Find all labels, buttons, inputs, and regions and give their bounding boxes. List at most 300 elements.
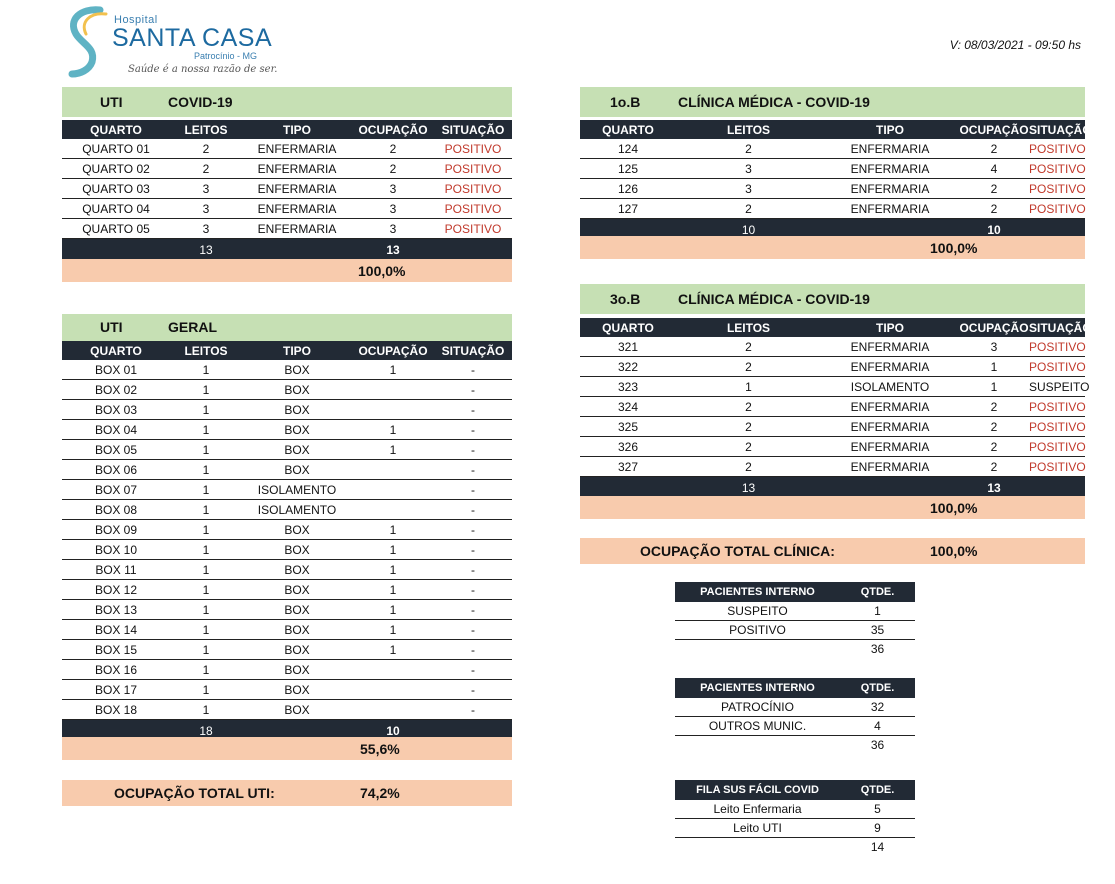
table-row	[675, 602, 915, 621]
table-cell: 3	[676, 159, 821, 179]
table-cell: 1	[352, 360, 434, 380]
table-cell: BOX	[242, 600, 352, 620]
table-cell: 2	[959, 457, 1029, 477]
sum-spacer	[675, 736, 840, 755]
column-header: LEITOS	[170, 341, 242, 360]
table-cell: -	[434, 680, 512, 700]
table-cell: POSITIVO	[1029, 199, 1085, 219]
table-cell: -	[434, 420, 512, 440]
table-cell: Leito Enfermaria	[675, 800, 840, 819]
table-cell: 2	[959, 139, 1029, 159]
table-cell: 1	[170, 380, 242, 400]
uti-geral-table	[62, 341, 512, 741]
table-cell	[352, 380, 434, 400]
sum-spacer	[675, 838, 840, 857]
table-row	[62, 179, 512, 199]
table-row	[62, 420, 512, 440]
table-header-row	[675, 780, 915, 800]
column-header: LEITOS	[676, 120, 821, 139]
pacientes-situacao-table	[675, 582, 915, 658]
table-cell	[352, 700, 434, 720]
table-cell: 325	[580, 417, 676, 437]
table-row	[675, 800, 915, 819]
table-cell: ENFERMARIA	[821, 357, 959, 377]
table-cell: POSITIVO	[1029, 437, 1085, 457]
uti-geral-title-bar	[62, 314, 512, 341]
totals-spacer	[62, 239, 170, 261]
table-row	[62, 440, 512, 460]
table-header-row	[580, 120, 1085, 139]
table-row	[62, 460, 512, 480]
table-cell: POSITIVO	[1029, 139, 1085, 159]
table-row	[62, 159, 512, 179]
table-cell: ENFERMARIA	[821, 397, 959, 417]
total-ocupacao-value: 10	[386, 723, 400, 738]
total-leitos: 13	[170, 239, 242, 261]
sum-row	[675, 838, 915, 857]
table-cell: -	[434, 520, 512, 540]
fila-sus-table	[675, 780, 915, 856]
column-header: QUARTO	[580, 318, 676, 337]
table-cell: 1	[170, 680, 242, 700]
table-cell: 1	[959, 377, 1029, 397]
table-cell: 4	[959, 159, 1029, 179]
column-header: TIPO	[242, 341, 352, 360]
ocupacao-total-uti-value: 74,2%	[360, 785, 400, 801]
table-cell: POSITIVO	[434, 179, 512, 199]
table-cell: 3	[170, 199, 242, 219]
table-cell: 127	[580, 199, 676, 219]
table-cell: 2	[170, 159, 242, 179]
table-cell	[352, 480, 434, 500]
clinica-1b-table	[580, 120, 1092, 240]
table-row	[62, 680, 512, 700]
table-cell	[352, 500, 434, 520]
table-cell: 1	[170, 600, 242, 620]
ocupacao-total-clinica-label: OCUPAÇÃO TOTAL CLÍNICA:	[640, 543, 835, 559]
table-cell: 322	[580, 357, 676, 377]
uti-geral-percent-bar	[62, 737, 512, 760]
totals-row	[580, 477, 1085, 499]
logo-brand-name: SANTA CASA	[112, 24, 273, 52]
table-row	[580, 457, 1085, 477]
table-cell: 3	[170, 219, 242, 239]
table-cell: QUARTO 03	[62, 179, 170, 199]
total-ocupacao-value: 13	[386, 242, 400, 257]
table-header-row	[62, 341, 512, 360]
table-cell: 1	[170, 580, 242, 600]
total-ocupacao	[352, 239, 434, 261]
table-row	[675, 698, 915, 717]
uti-covid-percent: 100,0%	[358, 263, 406, 279]
table-cell: 5	[840, 800, 915, 819]
logo-hospital-text: Hospital	[114, 14, 158, 26]
table-cell: BOX 10	[62, 540, 170, 560]
table-cell: 1	[170, 500, 242, 520]
table-cell: BOX	[242, 360, 352, 380]
table-cell: -	[434, 400, 512, 420]
column-header: TIPO	[821, 120, 959, 139]
table-cell: 1	[170, 420, 242, 440]
pacientes-origem-table	[675, 678, 915, 754]
table-cell: 1	[676, 377, 821, 397]
table-row	[62, 199, 512, 219]
table-row	[62, 380, 512, 400]
table-cell: -	[434, 620, 512, 640]
table-cell: 1	[170, 700, 242, 720]
sum-spacer	[675, 640, 840, 659]
table-row	[62, 480, 512, 500]
table-cell: 2	[959, 397, 1029, 417]
table-row	[62, 219, 512, 239]
table-cell: ENFERMARIA	[242, 159, 352, 179]
table-cell: -	[434, 600, 512, 620]
table-cell	[352, 680, 434, 700]
table-cell: POSITIVO	[1029, 159, 1085, 179]
table-cell: ENFERMARIA	[242, 219, 352, 239]
table-cell: BOX 09	[62, 520, 170, 540]
table-cell: 324	[580, 397, 676, 417]
table-cell: 2	[170, 139, 242, 159]
table-cell: 321	[580, 337, 676, 357]
column-header: PACIENTES INTERNO	[675, 582, 840, 602]
table-cell: 1	[170, 440, 242, 460]
uti-geral-title: GERAL	[168, 319, 217, 335]
clinica-1b-title: CLÍNICA MÉDICA - COVID-19	[678, 94, 870, 110]
table-cell: ENFERMARIA	[821, 337, 959, 357]
table-row	[675, 621, 915, 640]
clinica-1b-label: 1o.B	[610, 94, 641, 110]
table-cell: BOX 05	[62, 440, 170, 460]
column-header: OCUPAÇÃO	[352, 341, 434, 360]
table-row	[62, 560, 512, 580]
table-cell: ENFERMARIA	[821, 417, 959, 437]
table-cell: 1	[170, 640, 242, 660]
table-row	[675, 819, 915, 838]
table-cell: 326	[580, 437, 676, 457]
table-cell: POSITIVO	[1029, 457, 1085, 477]
table-cell: QUARTO 02	[62, 159, 170, 179]
table-cell: 323	[580, 377, 676, 397]
totals-spacer	[821, 477, 959, 499]
table-cell: BOX	[242, 400, 352, 420]
table-cell: 1	[170, 400, 242, 420]
table-cell: 1	[170, 620, 242, 640]
table-cell: ISOLAMENTO	[821, 377, 959, 397]
table-cell: 3	[352, 219, 434, 239]
clinica-1b-percent-bar	[580, 236, 1085, 259]
table-cell: 1	[352, 440, 434, 460]
table-cell: 2	[959, 179, 1029, 199]
table-cell: BOX	[242, 620, 352, 640]
table-cell: 4	[840, 717, 915, 736]
uti-covid-percent-bar	[62, 259, 512, 282]
table-cell: QUARTO 05	[62, 219, 170, 239]
table-row	[580, 139, 1085, 159]
ocupacao-total-clinica-bar	[580, 538, 1085, 564]
table-cell: BOX	[242, 520, 352, 540]
table-cell: 1	[170, 540, 242, 560]
table-row	[62, 620, 512, 640]
table-cell: 32	[840, 698, 915, 717]
table-cell: QUARTO 01	[62, 139, 170, 159]
table-cell: -	[434, 540, 512, 560]
column-header: QTDE.	[840, 678, 915, 698]
table-cell: 1	[170, 460, 242, 480]
column-header: OCUPAÇÃO	[959, 120, 1029, 139]
hospital-logo	[62, 4, 292, 78]
table-cell: BOX	[242, 460, 352, 480]
table-row	[580, 417, 1085, 437]
totals-spacer	[434, 239, 512, 261]
table-cell: ENFERMARIA	[242, 139, 352, 159]
sum-total: 36	[870, 642, 885, 656]
table-cell	[352, 460, 434, 480]
table-row	[62, 640, 512, 660]
table-cell: ENFERMARIA	[821, 159, 959, 179]
table-row	[580, 437, 1085, 457]
table-cell: SUSPEITO	[1029, 377, 1085, 397]
logo-city: Patrocínio - MG	[194, 51, 258, 61]
table-cell: BOX 13	[62, 600, 170, 620]
column-header: QTDE.	[840, 780, 915, 800]
sum-total: 36	[870, 738, 885, 752]
table-cell: BOX	[242, 540, 352, 560]
column-header: LEITOS	[676, 318, 821, 337]
table-header-row	[675, 582, 915, 602]
uti-covid-title: COVID-19	[168, 94, 233, 110]
table-cell: -	[434, 380, 512, 400]
totals-spacer	[1029, 477, 1085, 499]
table-cell: 2	[676, 139, 821, 159]
table-cell: POSITIVO	[434, 219, 512, 239]
table-cell: 3	[170, 179, 242, 199]
table-cell: POSITIVO	[1029, 417, 1085, 437]
table-row	[62, 540, 512, 560]
clinica-3b-title: CLÍNICA MÉDICA - COVID-19	[678, 291, 870, 307]
table-cell: 124	[580, 139, 676, 159]
table-cell: 1	[352, 600, 434, 620]
table-row	[62, 660, 512, 680]
table-cell: 1	[352, 580, 434, 600]
table-row	[580, 377, 1085, 397]
clinica-3b-title-bar	[580, 284, 1085, 314]
sum-row	[675, 736, 915, 755]
table-cell: BOX	[242, 440, 352, 460]
table-cell: -	[434, 440, 512, 460]
logo-slogan: Saúde é a nossa razão de ser.	[128, 64, 278, 75]
table-cell: 2	[959, 417, 1029, 437]
table-cell: 1	[352, 520, 434, 540]
table-row	[62, 520, 512, 540]
table-cell: POSITIVO	[434, 199, 512, 219]
table-cell: ENFERMARIA	[821, 199, 959, 219]
table-row	[62, 139, 512, 159]
table-cell: 2	[959, 437, 1029, 457]
table-cell: 2	[676, 457, 821, 477]
table-cell: BOX 06	[62, 460, 170, 480]
table-cell: BOX	[242, 660, 352, 680]
table-cell: 3	[352, 199, 434, 219]
table-cell: ENFERMARIA	[242, 179, 352, 199]
clinica-1b-title-bar	[580, 87, 1085, 117]
column-header: OCUPAÇÃO	[352, 120, 434, 139]
table-header-row	[580, 318, 1085, 337]
table-cell: 1	[170, 560, 242, 580]
table-cell: -	[434, 580, 512, 600]
table-cell: ENFERMARIA	[821, 139, 959, 159]
table-cell: 2	[959, 199, 1029, 219]
table-row	[62, 600, 512, 620]
table-cell: BOX	[242, 420, 352, 440]
totals-spacer	[242, 239, 352, 261]
table-cell: 1	[352, 540, 434, 560]
column-header: OCUPAÇÃO	[959, 318, 1029, 337]
table-cell: 1	[170, 660, 242, 680]
table-cell: PATROCÍNIO	[675, 698, 840, 717]
table-cell: 3	[959, 337, 1029, 357]
table-cell: 327	[580, 457, 676, 477]
table-cell: BOX 03	[62, 400, 170, 420]
uti-covid-title-bar	[62, 87, 512, 117]
column-header: TIPO	[242, 120, 352, 139]
table-cell: 2	[352, 159, 434, 179]
table-cell: -	[434, 360, 512, 380]
logo-swirl-icon	[62, 4, 112, 78]
table-cell: 2	[676, 417, 821, 437]
table-cell: 3	[676, 179, 821, 199]
table-row	[62, 700, 512, 720]
table-cell: BOX	[242, 560, 352, 580]
table-cell	[352, 660, 434, 680]
table-cell: 125	[580, 159, 676, 179]
ocupacao-total-clinica-value: 100,0%	[930, 543, 978, 559]
table-cell: ENFERMARIA	[821, 457, 959, 477]
table-cell: 1	[170, 480, 242, 500]
table-cell: SUSPEITO	[675, 602, 840, 621]
clinica-3b-table	[580, 318, 1092, 498]
table-cell: BOX 15	[62, 640, 170, 660]
table-cell: BOX 02	[62, 380, 170, 400]
table-cell: 2	[676, 199, 821, 219]
table-cell: 9	[840, 819, 915, 838]
table-cell: OUTROS MUNIC.	[675, 717, 840, 736]
table-cell: POSITIVO	[1029, 179, 1085, 199]
total-ocupacao	[959, 477, 1029, 499]
table-row	[580, 337, 1085, 357]
table-cell: -	[434, 500, 512, 520]
column-header: FILA SUS FÁCIL COVID	[675, 780, 840, 800]
table-cell: 1	[840, 602, 915, 621]
column-header: SITUAÇÃO	[1029, 120, 1085, 139]
uti-geral-label: UTI	[100, 319, 123, 335]
table-cell: POSITIVO	[1029, 357, 1085, 377]
table-cell: BOX 08	[62, 500, 170, 520]
ocupacao-total-uti-label: OCUPAÇÃO TOTAL UTI:	[114, 785, 275, 801]
table-cell: POSITIVO	[434, 139, 512, 159]
table-cell: BOX 12	[62, 580, 170, 600]
table-row	[62, 400, 512, 420]
table-cell: BOX	[242, 680, 352, 700]
table-cell: BOX	[242, 700, 352, 720]
table-cell: BOX 18	[62, 700, 170, 720]
table-cell: BOX 11	[62, 560, 170, 580]
table-cell: 2	[676, 397, 821, 417]
table-cell: -	[434, 700, 512, 720]
table-cell: BOX 14	[62, 620, 170, 640]
table-row	[580, 179, 1085, 199]
table-cell: 1	[959, 357, 1029, 377]
uti-geral-percent: 55,6%	[360, 741, 400, 757]
total-ocupacao-value: 13	[987, 480, 1001, 495]
column-header: SITUAÇÃO	[434, 120, 512, 139]
table-cell: -	[434, 460, 512, 480]
table-row	[580, 397, 1085, 417]
sum-total: 14	[870, 840, 885, 854]
table-cell: POSITIVO	[1029, 337, 1085, 357]
table-row	[62, 360, 512, 380]
table-cell: ENFERMARIA	[821, 179, 959, 199]
table-cell: POSITIVO	[675, 621, 840, 640]
clinica-1b-percent: 100,0%	[930, 240, 978, 256]
total-leitos: 13	[676, 477, 821, 499]
table-cell: BOX 04	[62, 420, 170, 440]
table-row	[580, 159, 1085, 179]
table-cell: ISOLAMENTO	[242, 500, 352, 520]
uti-covid-table	[62, 120, 512, 260]
column-header: QTDE.	[840, 582, 915, 602]
table-header-row	[62, 120, 512, 139]
table-cell: 1	[352, 620, 434, 640]
table-cell: BOX 16	[62, 660, 170, 680]
table-row	[580, 199, 1085, 219]
total-leitos: 10	[676, 219, 821, 241]
table-cell: 1	[352, 560, 434, 580]
ocupacao-total-uti-bar	[62, 780, 512, 806]
totals-row	[62, 239, 512, 261]
table-cell: BOX 17	[62, 680, 170, 700]
table-cell: -	[434, 660, 512, 680]
sum-row	[675, 640, 915, 659]
table-cell: POSITIVO	[1029, 397, 1085, 417]
table-cell: Leito UTI	[675, 819, 840, 838]
column-header: PACIENTES INTERNO	[675, 678, 840, 698]
table-cell: 2	[676, 337, 821, 357]
table-cell: 1	[170, 360, 242, 380]
table-cell: -	[434, 480, 512, 500]
table-cell: 1	[352, 420, 434, 440]
clinica-3b-percent-bar	[580, 496, 1085, 519]
column-header: LEITOS	[170, 120, 242, 139]
table-cell: -	[434, 640, 512, 660]
column-header: QUARTO	[580, 120, 676, 139]
table-cell: 3	[352, 179, 434, 199]
clinica-3b-label: 3o.B	[610, 291, 641, 307]
table-cell: -	[434, 560, 512, 580]
table-cell: 2	[676, 437, 821, 457]
table-cell: 1	[170, 520, 242, 540]
table-cell: BOX	[242, 380, 352, 400]
uti-covid-label: UTI	[100, 94, 123, 110]
table-cell: ISOLAMENTO	[242, 480, 352, 500]
table-cell: 126	[580, 179, 676, 199]
total-leitos: 18	[170, 720, 242, 742]
version-timestamp: V: 08/03/2021 - 09:50 hs	[949, 38, 1081, 52]
table-row	[62, 580, 512, 600]
totals-spacer	[580, 477, 676, 499]
table-header-row	[675, 678, 915, 698]
clinica-3b-percent: 100,0%	[930, 500, 978, 516]
